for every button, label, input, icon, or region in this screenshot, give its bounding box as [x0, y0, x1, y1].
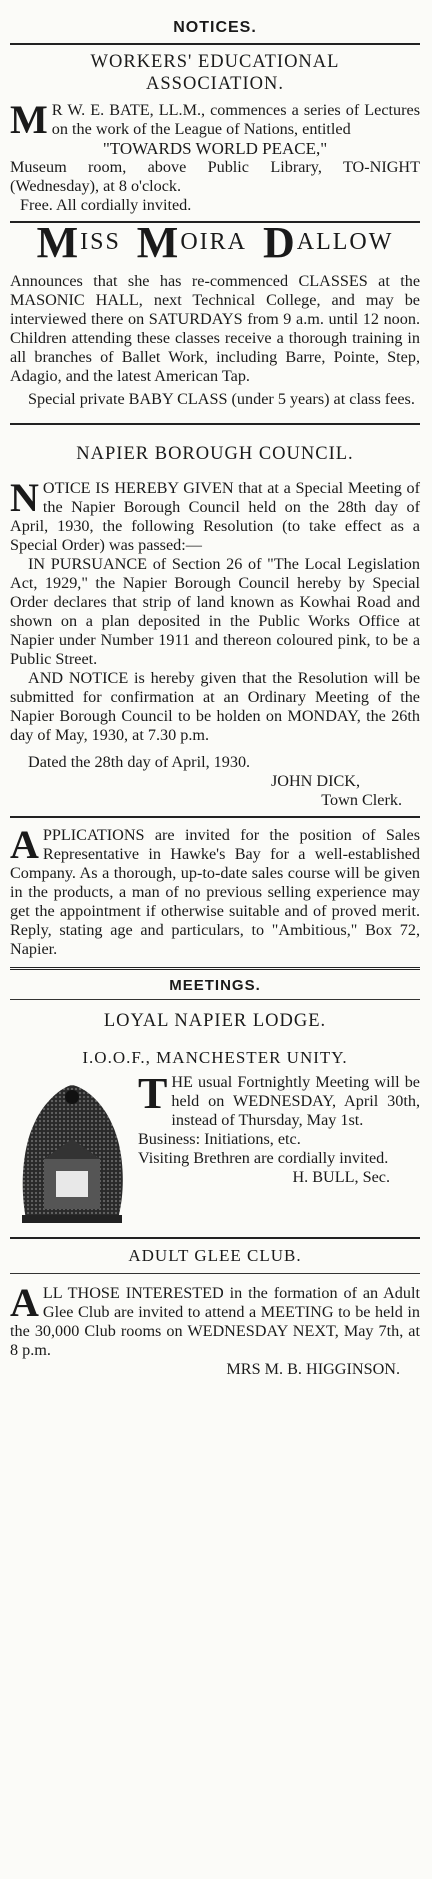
- lodge-signer: H. BULL, Sec.: [292, 1168, 390, 1186]
- lodge-notice: [10, 1010, 420, 1231]
- lodge-business: Business: Initiations, etc.: [138, 1130, 301, 1148]
- weas-body-end: Museum room, above Public Library, TO-NIGHT (Wednesday), at 8 o'clock.: [10, 158, 420, 195]
- divider: [10, 967, 420, 970]
- glee-signer: MRS M. B. HIGGINSON.: [226, 1360, 400, 1378]
- meetings-header: MEETINGS.: [169, 977, 261, 994]
- dallow-body: Announces that she has re-commenced CLASSES at the MASONIC HALL, next Technical College, and may be interviewed there on SATURDAYS from 9 a.m. until 12 noon. Children attending these classes receive a thorough training in all branches of Ballet Work, including Barre, Pointe, Step, Adagio, and the latest American Tap.: [10, 272, 420, 385]
- glee-body: ALL THOSE INTERESTED in the formation of an Adult Glee Club are invited to attend a MEETING to be held in the 30,000 Club rooms on WEDNESDAY NEXT, May 7th, at 8 p.m.: [10, 1280, 420, 1359]
- lodge-emblem-image: [14, 1079, 130, 1229]
- borough-notice: [10, 443, 420, 810]
- drop-cap: T: [138, 1069, 168, 1118]
- divider: [10, 1273, 420, 1274]
- borough-dated: Dated the 28th day of April, 1930.: [28, 753, 251, 771]
- weas-body: [10, 97, 420, 215]
- divider: [10, 1237, 420, 1239]
- applications-body: APPLICATIONS are invited for the position of Sales Representative in Hawke's Bay for a well-established Company. As a thorough, up-to-date sales course will be given in the products, a man of no previous selling experience may get the appointment if otherwise suitable and of proved merit. Reply, stating age and particulars, to "Ambitious," Box 72, Napier.: [10, 822, 420, 958]
- divider: [10, 423, 420, 425]
- divider: [10, 43, 420, 45]
- borough-signer-title: Town Clerk.: [321, 791, 402, 809]
- applications-notice: [10, 822, 420, 959]
- drop-cap: M: [10, 97, 48, 142]
- divider: [10, 999, 420, 1000]
- drop-cap: A: [10, 1280, 39, 1325]
- borough-para3: AND NOTICE is hereby given that the Resolution will be submitted for confirmation at an Ordinary Meeting of the Napier Borough Council to be holden on MONDAY, the 26th day of May, 1930, at 7.30 p.m.: [10, 669, 420, 744]
- drop-cap: N: [10, 475, 39, 520]
- weas-title: WORKERS' EDUCATIONAL ASSOCIATION.: [90, 52, 340, 94]
- weas-lecture-title: "TOWARDS WORLD PEACE,": [102, 139, 328, 158]
- weas-footer: Free. All cordially invited.: [20, 196, 192, 214]
- glee-title: ADULT GLEE CLUB.: [128, 1246, 302, 1265]
- borough-para1: NOTICE IS HEREBY GIVEN that at a Special Meeting of the Napier Borough Council held on the 28th day of April, 1930, the following Resolution (to take effect as a Special Order) was passed:—: [10, 475, 420, 554]
- borough-para2: IN PURSUANCE of Section 26 of "The Local Legislation Act, 1929," the Napier Borough Council hereby by Special Order declares that strip of land known as Kowhai Road and shown on a plan deposited in the Public Works Office at Napier under Number 1911 and thereon coloured pink, to be a Public Street.: [10, 555, 420, 668]
- dallow-baby-class: Special private BABY CLASS (under 5 years) at class fees.: [28, 390, 415, 408]
- weas-notice: [10, 51, 420, 215]
- lodge-body: THE usual Fortnightly Meeting will be held on WEDNESDAY, April 30th, instead of Thursday, May 1st.: [138, 1069, 420, 1129]
- dallow-notice: [10, 218, 420, 409]
- weas-body-start: R W. E. BATE, LL.M., commences a series of Lectures on the work of the League of Nations, entitled: [51, 101, 420, 138]
- lodge-visiting: Visiting Brethren are cordially invited.: [138, 1149, 389, 1167]
- drop-cap: A: [10, 822, 39, 867]
- borough-title: NAPIER BOROUGH COUNCIL.: [76, 444, 354, 464]
- glee-notice: [10, 1245, 420, 1379]
- borough-signer: JOHN DICK,: [270, 772, 360, 790]
- lodge-subtitle: I.O.O.F., MANCHESTER UNITY.: [82, 1048, 348, 1067]
- divider: [10, 816, 420, 818]
- notices-header: NOTICES.: [173, 19, 257, 36]
- dallow-name: MISS MOIRA DALLOW: [36, 218, 394, 267]
- lodge-title: LOYAL NAPIER LODGE.: [103, 1011, 327, 1031]
